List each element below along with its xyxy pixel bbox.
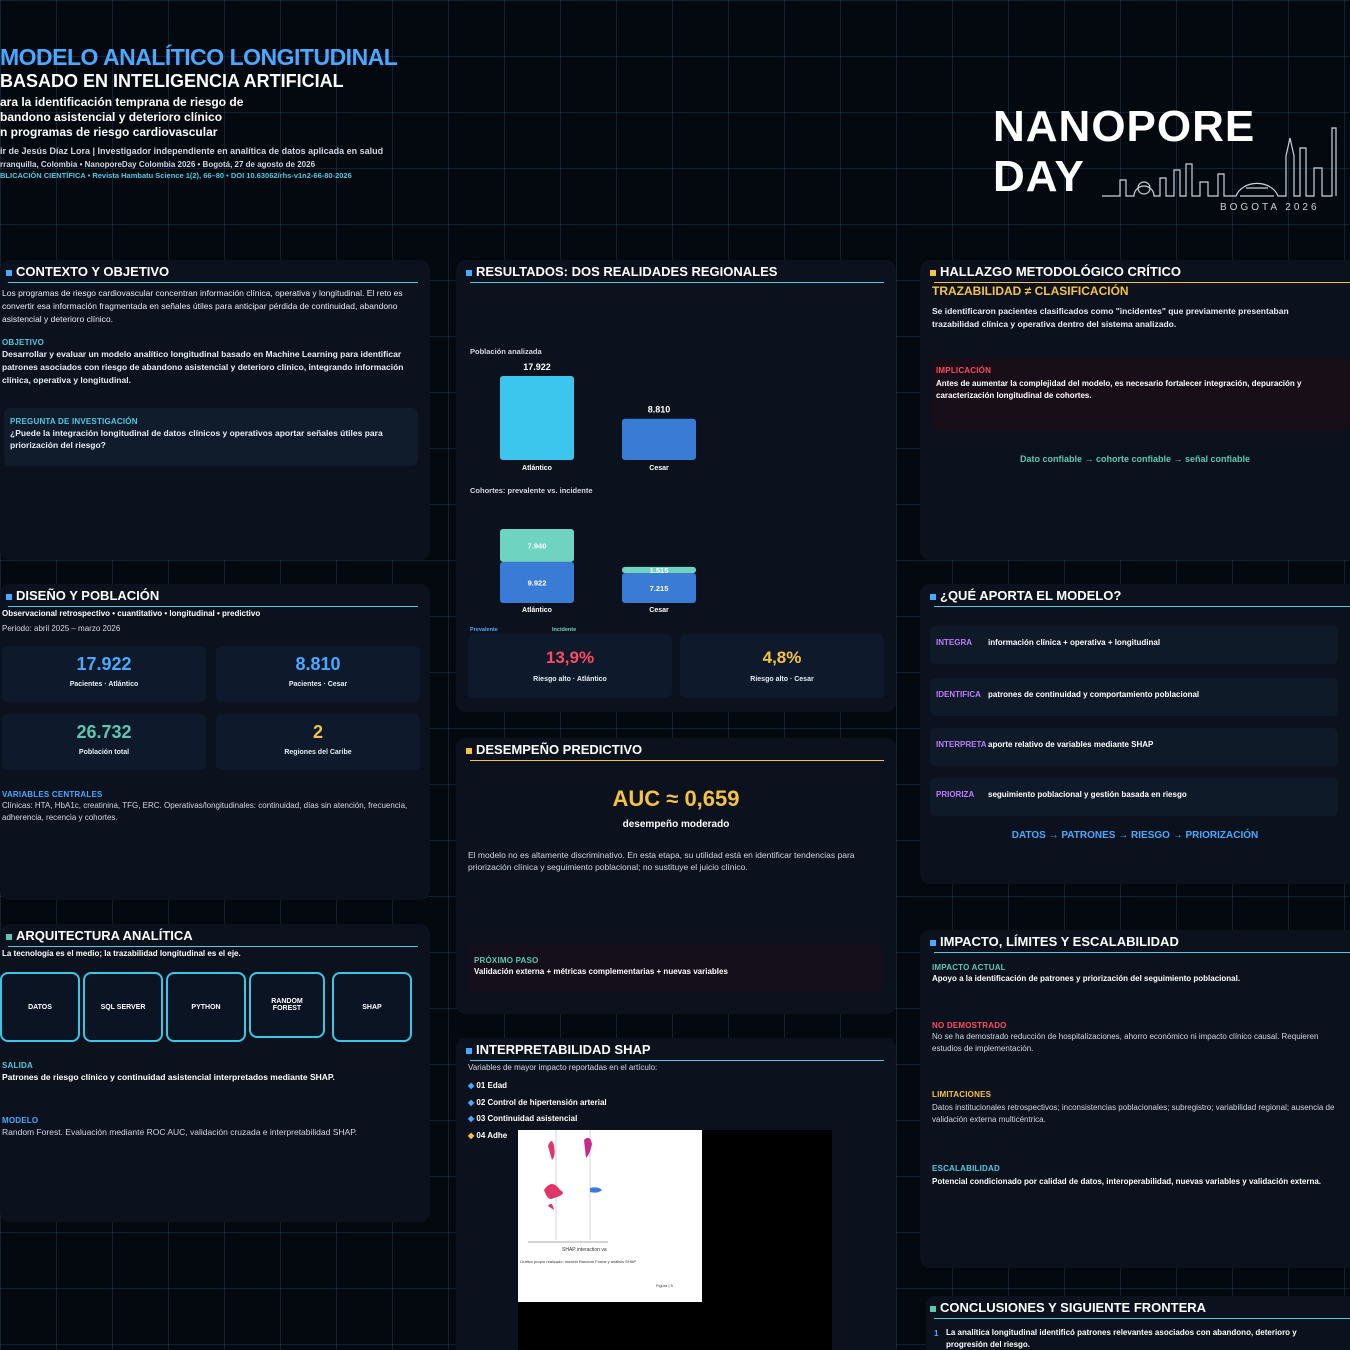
panel-title — [930, 588, 1121, 603]
panel-title-text: CONCLUSIONES Y SIGUIENTE FRONTERA — [940, 1300, 1207, 1315]
objetivo-label: OBJETIVO — [2, 338, 45, 347]
subtitle-line: bandono asistencial y deterioro clínico — [0, 110, 223, 124]
contribution-key: INTEGRA — [936, 638, 972, 647]
next-step-label: PRÓXIMO PASO — [474, 956, 539, 965]
logo-text-day: DAY — [993, 152, 1085, 201]
square-bullet-icon — [466, 270, 472, 276]
risk-card — [680, 634, 884, 698]
salida-text: Patrones de riesgo clínico y continuidad asistencial interpretados mediante SHAP. — [2, 1072, 335, 1082]
panel-title-text: RESULTADOS: DOS REALIDADES REGIONALES — [476, 264, 778, 279]
limitations-text: Datos institucionales retrospectivos; inconsistencias poblacionales; subregistro; variabilidad regional; ausencia de validación externa multicéntrica. — [932, 1103, 1335, 1124]
contribution-key: INTERPRETA — [936, 740, 987, 749]
legend-incidente: Incidente — [552, 627, 577, 633]
panel-desempeno — [456, 738, 896, 1014]
modelo-label: MODELO — [2, 1116, 39, 1125]
panel-diseno — [0, 584, 430, 900]
shap-variable: 03 Continuidad asistencial — [476, 1114, 578, 1123]
panel-title-text: HALLAZGO METODOLÓGICO CRÍTICO — [940, 264, 1181, 279]
poster-title: MODELO ANALÍTICO LONGITUDINAL — [0, 44, 398, 70]
divider — [934, 952, 1350, 953]
square-bullet-icon — [6, 934, 12, 940]
panel-title-text: ARQUITECTURA ANALÍTICA — [16, 928, 193, 943]
implication-text: Antes de aumentar la complejidad del modelo, es necesario fortalecer integración, depuración y caracterización longitudinal de cohortes. — [936, 379, 1302, 400]
architecture-subtitle: La tecnología es el medio; la trazabilidad longitudinal es el eje. — [2, 949, 241, 958]
list-item — [468, 1078, 607, 1095]
panel-title — [930, 934, 1179, 949]
panel-title — [930, 264, 1181, 279]
shap-figure — [518, 1130, 702, 1302]
panel-title — [466, 1042, 651, 1057]
shap-variable: 04 Adhe — [476, 1130, 508, 1140]
not-proven-label: NO DEMOSTRADO — [932, 1021, 1007, 1030]
square-bullet-icon — [930, 270, 936, 276]
impact-text: Apoyo a la identificación de patrones y priorización del seguimiento poblacional. — [932, 974, 1241, 983]
segment-value-label: 7.940 — [527, 541, 547, 551]
conclusion-text: La analítica longitudinal identificó patrones relevantes asociados con abandono, deterioro y progresión del riesgo. — [946, 1328, 1297, 1349]
next-step-box — [468, 944, 882, 992]
question-text: ¿Puede la integración longitudinal de datos clínicos y operativos aportar señales útiles para priorización del riesgo? — [10, 428, 383, 450]
stat-card — [2, 714, 206, 770]
divider — [470, 760, 884, 761]
author-line: ir de Jesús Díaz Lora | Investigador independiente en analítica de datos aplicada en salud — [0, 146, 384, 156]
contribution-value: seguimiento poblacional y gestión basada en riesgo — [988, 790, 1187, 799]
panel-impacto — [920, 930, 1350, 1268]
divider — [8, 282, 418, 283]
bogota-skyline-icon — [1100, 108, 1340, 200]
shap-caption: Gráfico propio realizado: modelo Random Forest y análisis SHAP — [520, 1259, 637, 1264]
shap-variable: 01 Edad — [476, 1081, 508, 1090]
stat-value: 17.922 — [76, 654, 132, 674]
nanopore-day-logo — [990, 100, 1342, 220]
list-item — [468, 1111, 607, 1128]
square-bullet-icon — [466, 1048, 472, 1054]
panel-title — [466, 264, 777, 279]
risk-value: 4,8% — [762, 648, 802, 667]
contribution-value: aporte relativo de variables mediante SHAP — [988, 740, 1154, 749]
risk-card — [468, 634, 672, 698]
research-question-box — [4, 408, 418, 466]
implication-label: IMPLICACIÓN — [936, 366, 992, 375]
pipeline-step-python: PYTHON — [166, 972, 246, 1042]
stat-value: 8.810 — [295, 654, 341, 674]
panel-title-text: IMPACTO, LÍMITES Y ESCALABILIDAD — [940, 934, 1179, 949]
panel-title-text: DISEÑO Y POBLACIÓN — [16, 588, 160, 603]
limitations-label: LIMITACIONES — [932, 1090, 992, 1099]
logo-city: BOGOTA 2026 — [1220, 202, 1320, 213]
stat-label: Pacientes · Cesar — [288, 681, 348, 688]
objetivo-text: Desarrollar y evaluar un modelo analítico longitudinal basado en Machine Learning para identificar patrones asociados con riesgo de abandono asistencial y deterioro clínico, integrando información clínica, operativa y longitudinal. — [2, 349, 404, 385]
bar — [622, 419, 696, 460]
study-type: Observacional retrospectivo • cuantitativo • longitudinal • predictivo — [2, 609, 261, 618]
contribution-value: patrones de continuidad y comportamiento poblacional — [988, 690, 1200, 699]
risk-label: Riesgo alto · Cesar — [750, 676, 814, 683]
diamond-bullet-icon: ◆ — [468, 1130, 477, 1140]
results-chart — [456, 340, 896, 640]
category-label: Cesar — [649, 465, 669, 472]
question-label: PREGUNTA DE INVESTIGACIÓN — [10, 417, 138, 426]
pipeline-step-random-forest: RANDOM FOREST — [249, 972, 325, 1038]
scalability-text: Potencial condicionado por calidad de datos, interoperabilidad, nuevas variables y validación externa. — [932, 1177, 1322, 1186]
panel-title-text: ¿QUÉ APORTA EL MODELO? — [940, 588, 1122, 603]
risk-label: Riesgo alto · Atlántico — [533, 676, 607, 683]
category-label: Atlántico — [522, 607, 552, 614]
salida-label: SALIDA — [2, 1061, 33, 1070]
diamond-bullet-icon: ◆ — [468, 1114, 477, 1123]
implication-box — [932, 358, 1350, 430]
contribution-key: PRIORIZA — [936, 790, 975, 799]
square-bullet-icon — [466, 748, 472, 754]
panel-title-text: INTERPRETABILIDAD SHAP — [476, 1042, 651, 1057]
finding-headline: TRAZABILIDAD ≠ CLASIFICACIÓN — [932, 284, 1129, 298]
category-label: Atlántico — [522, 465, 552, 472]
panel-resultados — [456, 260, 896, 712]
contribution-value: información clínica + operativa + longitudinal — [988, 638, 1161, 647]
next-step-text: Validación externa + métricas complementarias + nuevas variables — [474, 967, 728, 976]
stat-label: Población total — [78, 749, 130, 756]
divider — [934, 282, 1350, 283]
stat-card — [216, 714, 420, 770]
contribution-key: IDENTIFICA — [936, 690, 981, 699]
panel-hallazgo — [920, 260, 1350, 560]
square-bullet-icon — [930, 594, 936, 600]
publication-line: BLICACIÓN CIENTÍFICA • Revista Hambatu Science 1(2), 66–80 • DOI 10.63062/rhs-v1n2-66-80-2026 — [0, 171, 352, 180]
segment-value-label: 1.515 — [649, 565, 669, 575]
stat-label: Pacientes · Atlántico — [69, 681, 139, 688]
logo-text-nanopore: NANOPORE — [993, 102, 1256, 151]
bar — [500, 376, 574, 460]
panel-arquitectura — [0, 924, 430, 1222]
diamond-bullet-icon: ◆ — [468, 1097, 477, 1107]
panel-title-text: CONTEXTO Y OBJETIVO — [16, 264, 170, 279]
variables-label: VARIABLES CENTRALES — [2, 790, 103, 799]
variables-text: Clínicas: HTA, HbA1c, creatinina, TFG, ERC. Operativas/longitudinales: continuidad, días sin atención, frecuencia, adherencia, recencia y cohortes. — [2, 801, 408, 822]
stat-label: Regiones del Caribe — [284, 749, 352, 756]
pipeline-step-sql-server: SQL SERVER — [83, 972, 163, 1042]
place-line: rranquilla, Colombia • NanoporeDay Colombia 2026 • Bogotá, 27 de agosto de 2026 — [0, 160, 316, 169]
panel-conclusiones — [926, 1296, 1350, 1350]
stat-value: 2 — [312, 722, 323, 742]
shap-variable: 02 Control de hipertensión arterial — [476, 1097, 607, 1107]
auc-value: AUC ≈ 0,659 — [612, 786, 740, 811]
shap-plot — [518, 1130, 702, 1302]
panel-contexto — [0, 260, 430, 560]
panel-title — [466, 742, 642, 757]
contribution-row — [930, 728, 1338, 766]
trust-flow: Dato confiable → cohorte confiable → señal confiable — [1019, 454, 1251, 464]
scalability-label: ESCALABILIDAD — [932, 1164, 1000, 1173]
contribution-row — [930, 678, 1338, 716]
subtitle-line: ara la identificación temprana de riesgo de — [0, 95, 244, 109]
not-proven-text: No se ha demostrado reducción de hospitalizaciones, ahorro económico ni impacto clínico causal. Requieren estudios de implementación. — [932, 1032, 1319, 1053]
panel-title-text: DESEMPEÑO PREDICTIVO — [476, 742, 643, 757]
panel-title — [6, 928, 193, 943]
category-label: Cesar — [649, 607, 669, 614]
shap-figure-number: Figura | 5 — [656, 1283, 673, 1288]
auc-subtitle: desempeño moderado — [622, 819, 730, 830]
stat-card — [2, 646, 206, 702]
panel-title — [930, 1300, 1206, 1315]
pipeline-step-shap: SHAP — [332, 972, 412, 1042]
divider — [8, 946, 418, 947]
square-bullet-icon — [6, 594, 12, 600]
impact-label: IMPACTO ACTUAL — [932, 963, 1006, 972]
contribution-row — [930, 778, 1338, 816]
model-flow: DATOS → PATRONES → RIESGO → PRIORIZACIÓN — [1011, 830, 1259, 841]
risk-value: 13,9% — [545, 648, 595, 667]
bar-value-label: 8.810 — [647, 404, 671, 415]
list-item — [468, 1095, 607, 1112]
diamond-bullet-icon: ◆ — [468, 1081, 477, 1090]
study-period: Periodo: abril 2025 – marzo 2026 — [2, 624, 121, 633]
square-bullet-icon — [6, 270, 12, 276]
performance-text: El modelo no es altamente discriminativo. En esta etapa, su utilidad está en identificar tendencias para priorización clínica y seguimiento poblacional; no sustituye el juicio clínico. — [468, 850, 855, 872]
divider — [934, 1318, 1350, 1319]
contribution-row — [930, 626, 1338, 664]
divider — [470, 1060, 884, 1061]
panel-title — [6, 264, 169, 279]
square-bullet-icon — [930, 940, 936, 946]
stat-value: 26.732 — [76, 722, 132, 742]
modelo-text: Random Forest. Evaluación mediante ROC AUC, validación cruzada e interpretabilidad SHAP. — [2, 1127, 358, 1137]
shap-axis-label: SHAP interaction va — [562, 1247, 607, 1253]
panel-title — [6, 588, 159, 603]
bar-value-label: 17.922 — [523, 362, 551, 372]
context-text: Los programas de riesgo cardiovascular concentran información clínica, operativa y longitudinal. El reto es convertir esa información fragmentada en señales útiles para anticipar pérdida de continuidad, abandono asistencial y deterioro clínico. — [2, 288, 403, 324]
legend-prevalente: Prevalente — [470, 627, 498, 633]
segment-value-label: 7.215 — [649, 584, 669, 594]
finding-text: Se identificaron pacientes clasificados como "incidentes" que previamente presentaban trazabilidad clínica y operativa dentro del sistema analizado. — [932, 306, 1289, 329]
subtitle-line: n programas de riesgo cardiovascular — [0, 125, 218, 139]
divider — [8, 606, 418, 607]
square-bullet-icon — [930, 1306, 936, 1312]
segment-value-label: 9.922 — [527, 578, 547, 588]
divider — [934, 606, 1350, 607]
poster-subtitle — [0, 95, 243, 140]
chart-title: Población analizada — [470, 347, 542, 356]
pipeline — [0, 972, 420, 1040]
stat-card — [216, 646, 420, 702]
poster-title-2: BASADO EN INTELIGENCIA ARTIFICIAL — [0, 71, 344, 91]
conclusion-number: 1 — [934, 1329, 939, 1338]
divider — [470, 282, 884, 283]
panel-aporta — [920, 584, 1350, 884]
pipeline-step-datos: DATOS — [0, 972, 80, 1042]
shap-subtitle: Variables de mayor impacto reportadas en el artículo: — [468, 1063, 658, 1072]
chart-title: Cohortes: prevalente vs. incidente — [470, 486, 593, 495]
